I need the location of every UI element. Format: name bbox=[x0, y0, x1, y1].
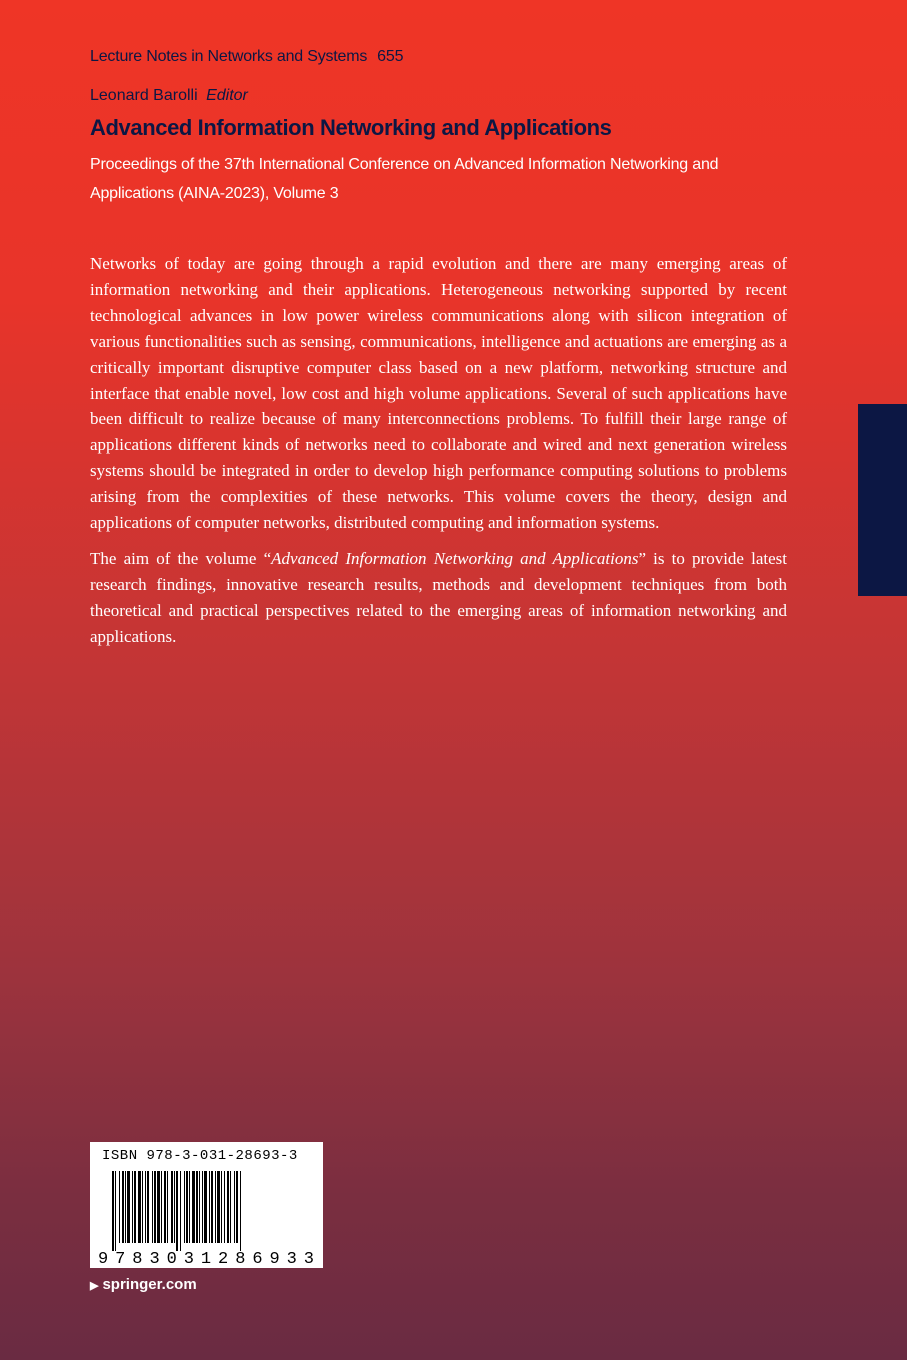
editor-name: Leonard Barolli bbox=[90, 87, 198, 104]
barcode-bar bbox=[221, 1171, 222, 1243]
barcode-bar bbox=[224, 1171, 225, 1243]
barcode-bar bbox=[112, 1171, 114, 1251]
barcode-bar bbox=[127, 1171, 130, 1243]
barcode-bar bbox=[138, 1171, 141, 1243]
barcode-bar bbox=[171, 1171, 173, 1243]
barcode-bar bbox=[211, 1171, 213, 1243]
barcode-bar bbox=[192, 1171, 195, 1243]
barcode-bar bbox=[230, 1171, 231, 1243]
barcode-bar bbox=[189, 1171, 190, 1243]
barcode-bar bbox=[174, 1171, 175, 1243]
barcode-bar bbox=[186, 1171, 188, 1243]
series-line bbox=[90, 48, 403, 66]
blurb-paragraph-2-emphasis: Advanced Information Networking and Applications bbox=[271, 548, 639, 568]
barcode-bar bbox=[227, 1171, 229, 1243]
barcode-bar bbox=[180, 1171, 181, 1251]
spine-tab bbox=[858, 404, 907, 596]
publisher-link[interactable] bbox=[90, 1276, 197, 1293]
blurb-paragraph-2 bbox=[90, 546, 787, 650]
book-subtitle: Proceedings of the 37th International Conference on Advanced Information Networking and Applications (AINA-2023), Volume 3 bbox=[90, 156, 719, 202]
barcode-box bbox=[90, 1142, 323, 1268]
barcode-bar bbox=[152, 1171, 153, 1243]
blurb-paragraph-2-start: The aim of the volume “ bbox=[90, 548, 272, 568]
barcode-bar bbox=[132, 1171, 133, 1243]
barcode-bar bbox=[154, 1171, 156, 1243]
editor-role: Editor bbox=[206, 87, 248, 104]
series-name: Lecture Notes in Networks and Systems bbox=[90, 48, 368, 65]
barcode-bar bbox=[125, 1171, 126, 1243]
barcode-bar bbox=[115, 1171, 116, 1251]
blurb-paragraph-1: Networks of today are going through a rapid evolution and there are many emerging areas of information networking and their applications. Heterogeneous networking supported by recent technological advances in low power wireless communications along with silicon integration of various functionalities such as sensing, communications, intelligence and actuations are emerging as a critically important disruptive computer class based on a new platform, networking structure and interface that enable novel, low cost and high volume applications. Several of such applications have been difficult to realize because of many interconnections problems. To fulfill their large range of applications different kinds of networks need to collaborate and wired and next generation wireless systems should be integrated in order to develop high performance computing solutions to problems arising from the complexities of these networks. This volume covers the theory, design and applications of computer networks, distributed computing and information systems. bbox=[90, 254, 787, 533]
barcode-digits: 9783031286933 bbox=[98, 1250, 314, 1268]
isbn-label: ISBN 978-3-031-28693-3 bbox=[102, 1148, 298, 1164]
barcode-bar bbox=[236, 1171, 238, 1243]
barcode-bar bbox=[147, 1171, 149, 1243]
barcode-bar bbox=[167, 1171, 168, 1243]
barcode-bar bbox=[119, 1171, 120, 1243]
barcode-bar bbox=[202, 1171, 203, 1243]
barcode-bar bbox=[164, 1171, 166, 1243]
barcode-bar bbox=[215, 1171, 216, 1243]
triangle-right-icon: ▶ bbox=[90, 1280, 99, 1292]
barcode-bar bbox=[157, 1171, 160, 1243]
barcode-bar bbox=[134, 1171, 136, 1243]
editor-line bbox=[90, 87, 248, 105]
barcode-bar bbox=[196, 1171, 198, 1243]
barcode-bar bbox=[199, 1171, 200, 1243]
barcode-bar bbox=[122, 1171, 124, 1243]
book-title: Advanced Information Networking and Applications bbox=[90, 115, 612, 140]
barcode-bar bbox=[145, 1171, 146, 1243]
barcode-bar bbox=[234, 1171, 235, 1243]
barcode-bar bbox=[184, 1171, 185, 1243]
barcode-bar bbox=[176, 1171, 178, 1251]
barcode-bar bbox=[142, 1171, 143, 1243]
barcode-bar bbox=[240, 1171, 241, 1251]
blurb-paragraph-2-end: ” is to provide latest research findings, innovative research results, methods and development techniques from both theoretical and practical perspectives related to the emerging areas of information networking and applications. bbox=[90, 548, 787, 646]
barcode-bar bbox=[209, 1171, 210, 1243]
publisher-site: springer.com bbox=[102, 1276, 197, 1293]
barcode-bar bbox=[161, 1171, 162, 1243]
series-number: 655 bbox=[377, 48, 404, 65]
barcode-bar bbox=[217, 1171, 220, 1243]
barcode-bar bbox=[204, 1171, 207, 1243]
blurb bbox=[90, 251, 787, 660]
